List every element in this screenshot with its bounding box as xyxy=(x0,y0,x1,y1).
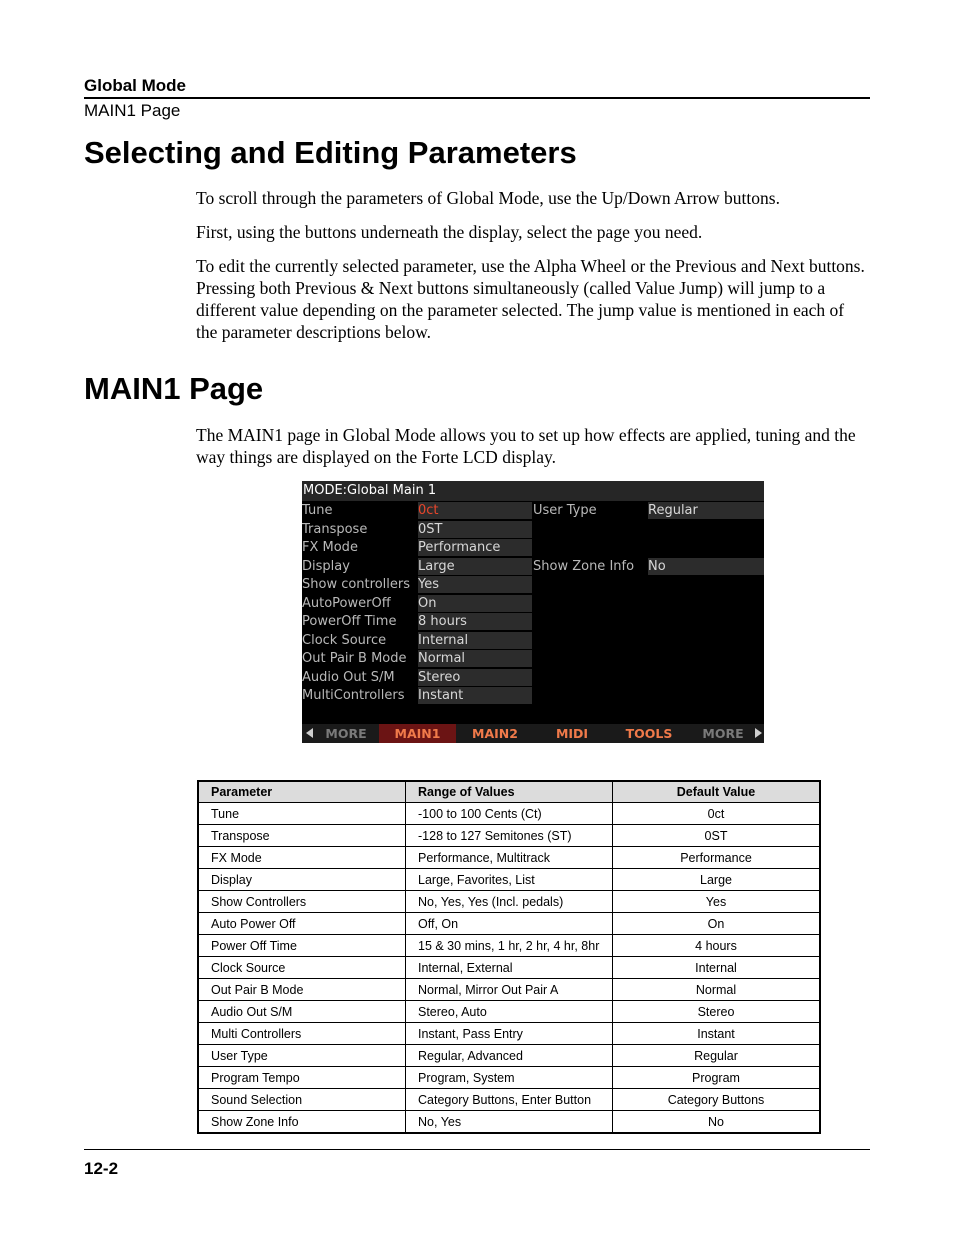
lcd-param-label: Out Pair B Mode xyxy=(302,651,407,666)
table-row xyxy=(198,891,820,913)
footer-rule xyxy=(84,1149,870,1150)
parameter-cell: Tune xyxy=(198,803,406,825)
parameter-cell: Sound Selection xyxy=(198,1089,406,1111)
lcd-param-value: 8 hours xyxy=(418,613,532,630)
range-cell: Off, On xyxy=(406,913,613,935)
range-cell: Stereo, Auto xyxy=(406,1001,613,1023)
default-cell: Category Buttons xyxy=(613,1089,821,1111)
lcd-param-label: FX Mode xyxy=(302,540,358,555)
lcd-param-value: Internal xyxy=(418,632,532,649)
range-cell: Regular, Advanced xyxy=(406,1045,613,1067)
page-footer xyxy=(84,1149,870,1179)
parameter-table xyxy=(197,780,821,1134)
parameter-cell: Auto Power Off xyxy=(198,913,406,935)
lcd-param-value: Stereo xyxy=(418,669,532,686)
lcd-param-label: Display xyxy=(302,558,350,574)
lcd-param-row xyxy=(302,687,764,704)
heading-selecting-editing: Selecting and Editing Parameters xyxy=(84,135,577,170)
page-number: 12-2 xyxy=(84,1159,119,1178)
softkey-more-right: MORE xyxy=(702,726,744,741)
default-cell: 0ST xyxy=(613,825,821,847)
table-row xyxy=(198,1111,820,1134)
section-1-body xyxy=(196,187,868,355)
range-cell: Normal, Mirror Out Pair A xyxy=(406,979,613,1001)
default-cell: Large xyxy=(613,869,821,891)
range-cell: 15 & 30 mins, 1 hr, 2 hr, 4 hr, 8hr xyxy=(406,935,613,957)
default-cell: Performance xyxy=(613,847,821,869)
table-row xyxy=(198,1023,820,1045)
table-row xyxy=(198,803,820,825)
range-cell: Instant, Pass Entry xyxy=(406,1023,613,1045)
table-row xyxy=(198,935,820,957)
table-row xyxy=(198,825,820,847)
lcd-param-label: Transpose xyxy=(302,521,368,537)
table-body xyxy=(198,803,820,1134)
left-arrow-icon xyxy=(306,728,313,738)
running-header xyxy=(84,76,870,122)
parameter-cell: User Type xyxy=(198,1045,406,1067)
table-row xyxy=(198,847,820,869)
lcd-param-row xyxy=(302,595,764,612)
lcd-param-row xyxy=(302,539,764,556)
section-subtitle: MAIN1 Page xyxy=(84,101,181,120)
lcd-param-value: Large xyxy=(418,558,532,575)
paragraph: The MAIN1 page in Global Mode allows you to set up how effects are applied, tuning and the way things are displayed on the Forte LCD display. xyxy=(196,425,856,467)
lcd-screenshot xyxy=(302,481,764,743)
range-cell: -128 to 127 Semitones (ST) xyxy=(406,825,613,847)
default-cell: Yes xyxy=(613,891,821,913)
default-cell: No xyxy=(613,1111,821,1134)
default-cell: Instant xyxy=(613,1023,821,1045)
lcd-param-row xyxy=(302,632,764,649)
default-cell: 0ct xyxy=(613,803,821,825)
lcd-param-value: No xyxy=(648,558,764,575)
default-cell: Internal xyxy=(613,957,821,979)
table-row xyxy=(198,913,820,935)
lcd-param-row xyxy=(302,576,764,593)
parameter-cell: Transpose xyxy=(198,825,406,847)
lcd-param-label: User Type xyxy=(533,503,597,518)
table-row xyxy=(198,979,820,1001)
default-cell: Regular xyxy=(613,1045,821,1067)
lcd-param-value: 0ST xyxy=(418,521,532,538)
lcd-param-value: Instant xyxy=(418,687,532,704)
chapter-title: Global Mode xyxy=(84,76,186,95)
table-header-row xyxy=(198,781,820,803)
parameter-cell: Show Controllers xyxy=(198,891,406,913)
paragraph: To scroll through the parameters of Global Mode, use the Up/Down Arrow buttons. xyxy=(196,188,780,208)
range-cell: Performance, Multitrack xyxy=(406,847,613,869)
lcd-param-label: MultiControllers xyxy=(302,688,405,703)
range-cell: Large, Favorites, List xyxy=(406,869,613,891)
range-cell: -100 to 100 Cents (Ct) xyxy=(406,803,613,825)
parameter-cell: Show Zone Info xyxy=(198,1111,406,1134)
column-header: Range of Values xyxy=(406,781,613,803)
heading-main1-page: MAIN1 Page xyxy=(84,371,264,406)
parameter-cell: Clock Source xyxy=(198,957,406,979)
default-cell: Stereo xyxy=(613,1001,821,1023)
lcd-param-value: 0ct xyxy=(418,502,532,519)
lcd-param-value: On xyxy=(418,595,532,612)
lcd-param-value: Yes xyxy=(418,576,532,593)
default-cell: On xyxy=(613,913,821,935)
lcd-param-label: Show Zone Info xyxy=(533,558,635,574)
default-cell: Program xyxy=(613,1067,821,1089)
range-cell: Program, System xyxy=(406,1067,613,1089)
lcd-param-value: Normal xyxy=(418,650,532,667)
lcd-param-row xyxy=(302,558,764,575)
paragraph: To edit the currently selected parameter, use the Alpha Wheel or the Previous and Next buttons. Pressing both Previous & Next buttons simultaneously (called Value Jump) will jump to a different value depending on the parameter selected. The jump value is mentioned in each of the parameter descriptions below. xyxy=(196,256,865,342)
section-2-body xyxy=(196,424,868,480)
lcd-softkey-bar xyxy=(302,724,764,743)
lcd-param-row xyxy=(302,521,764,538)
lcd-mode-bar xyxy=(302,481,764,501)
lcd-param-label: Audio Out S/M xyxy=(302,669,395,685)
parameter-cell: Display xyxy=(198,869,406,891)
lcd-param-label: PowerOff Time xyxy=(302,614,397,629)
table-row xyxy=(198,1001,820,1023)
paragraph: First, using the buttons underneath the display, select the page you need. xyxy=(196,222,703,242)
softkey-main1: MAIN1 xyxy=(379,724,456,743)
table-row xyxy=(198,957,820,979)
table-row xyxy=(198,869,820,891)
parameter-cell: Multi Controllers xyxy=(198,1023,406,1045)
softkey-midi: MIDI xyxy=(555,726,589,741)
parameter-cell: Out Pair B Mode xyxy=(198,979,406,1001)
header-rule xyxy=(84,97,870,99)
parameter-cell: Power Off Time xyxy=(198,935,406,957)
lcd-param-row xyxy=(302,650,764,667)
softkey-more-left: MORE xyxy=(325,726,367,741)
lcd-param-label: AutoPowerOff xyxy=(302,595,391,611)
range-cell: No, Yes xyxy=(406,1111,613,1134)
table-row xyxy=(198,1067,820,1089)
default-cell: Normal xyxy=(613,979,821,1001)
lcd-param-row xyxy=(302,502,764,519)
table-row xyxy=(198,1045,820,1067)
lcd-param-label: Show controllers xyxy=(302,577,410,592)
lcd-mode-title: MODE:Global Main 1 xyxy=(303,483,437,498)
column-header: Parameter xyxy=(198,781,406,803)
softkey-tools: TOOLS xyxy=(625,726,673,741)
lcd-param-value: Regular xyxy=(648,502,764,519)
column-header: Default Value xyxy=(613,781,821,803)
range-cell: Internal, External xyxy=(406,957,613,979)
range-cell: No, Yes, Yes (Incl. pedals) xyxy=(406,891,613,913)
default-cell: 4 hours xyxy=(613,935,821,957)
lcd-param-row xyxy=(302,613,764,630)
lcd-param-row xyxy=(302,669,764,686)
lcd-param-label: Tune xyxy=(302,503,333,518)
parameter-cell: FX Mode xyxy=(198,847,406,869)
parameter-cell: Program Tempo xyxy=(198,1067,406,1089)
lcd-param-value: Performance xyxy=(418,539,532,556)
parameter-cell: Audio Out S/M xyxy=(198,1001,406,1023)
table-row xyxy=(198,1089,820,1111)
right-arrow-icon xyxy=(755,728,762,738)
lcd-param-label: Clock Source xyxy=(302,632,387,648)
range-cell: Category Buttons, Enter Button xyxy=(406,1089,613,1111)
softkey-main2: MAIN2 xyxy=(472,726,518,741)
